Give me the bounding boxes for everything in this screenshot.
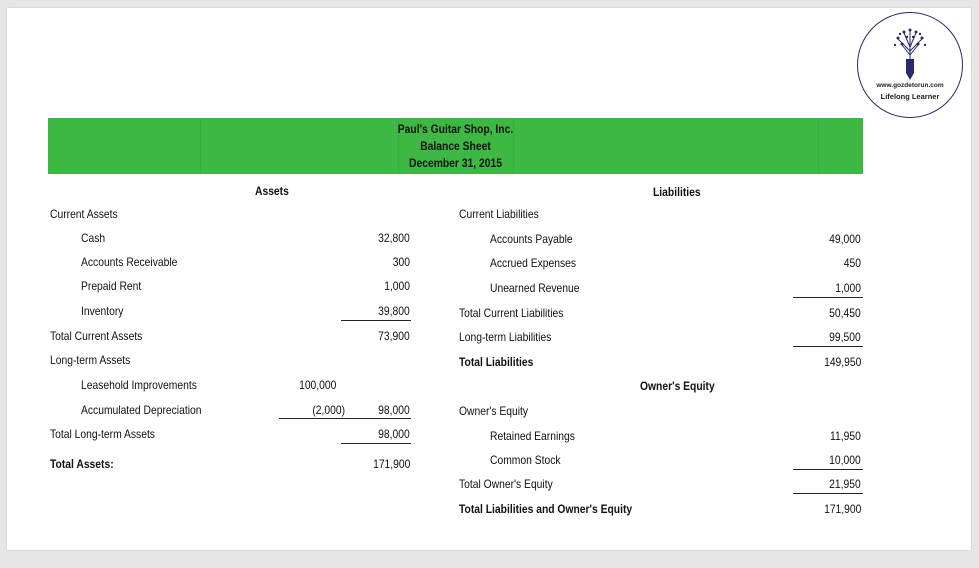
common-stock-underline: [793, 469, 863, 470]
long-term-assets-label: Long-term Assets: [50, 353, 131, 367]
leasehold-improvements-value: 100,000: [298, 378, 336, 392]
total-current-liabilities-label: Total Current Liabilities: [459, 306, 564, 320]
cash-value: 32,800: [378, 231, 410, 245]
unearned-revenue-label: Unearned Revenue: [490, 281, 580, 295]
total-current-liabilities-value: 50,450: [829, 306, 861, 320]
total-liabilities-value: 149,950: [823, 355, 861, 369]
liabilities-heading: Liabilities: [653, 185, 701, 199]
logo: [857, 12, 963, 118]
common-stock-value: 10,000: [829, 453, 861, 467]
total-liabilities-and-equity-value: 171,900: [823, 502, 861, 516]
statement-date: December 31, 2015: [409, 156, 502, 170]
prepaid-rent-label: Prepaid Rent: [81, 279, 142, 293]
total-current-assets-label: Total Current Assets: [50, 329, 143, 343]
total-assets-value: 171,900: [372, 457, 410, 471]
total-owners-equity-label: Total Owner's Equity: [459, 477, 553, 491]
common-stock-label: Common Stock: [490, 453, 561, 467]
inventory-underline: [341, 320, 411, 321]
statement-title: Balance Sheet: [420, 139, 491, 153]
current-liabilities-label: Current Liabilities: [459, 207, 539, 221]
inventory-label: Inventory: [81, 304, 124, 318]
accumulated-depreciation-label: Accumulated Depreciation: [81, 403, 202, 417]
inventory-value: 39,800: [378, 304, 410, 318]
cash-label: Cash: [81, 231, 106, 245]
retained-earnings-value: 11,950: [830, 429, 861, 443]
depreciation-underline: [279, 418, 345, 419]
net-leasehold-value: 98,000: [378, 403, 410, 417]
pencil-tree-icon: [890, 25, 930, 81]
accrued-expenses-value: 450: [843, 256, 861, 270]
slide: [7, 8, 971, 550]
assets-heading: Assets: [255, 184, 289, 198]
accounts-payable-value: 49,000: [829, 232, 861, 246]
total-owners-equity-underline: [793, 493, 863, 494]
accounts-receivable-value: 300: [392, 255, 410, 269]
total-long-term-underline: [341, 443, 411, 444]
total-long-term-assets-label: Total Long-term Assets: [50, 427, 155, 441]
retained-earnings-label: Retained Earnings: [490, 429, 575, 443]
total-assets-label: Total Assets:: [50, 457, 114, 471]
logo-tagline: Lifelong Learner: [880, 92, 940, 101]
accounts-receivable-label: Accounts Receivable: [81, 255, 178, 269]
long-term-liabilities-label: Long-term Liabilities: [459, 330, 552, 344]
total-owners-equity-value: 21,950: [829, 477, 861, 491]
owners-equity-section-label: Owner's Equity: [459, 404, 529, 418]
accrued-expenses-label: Accrued Expenses: [490, 256, 577, 270]
long-term-liabilities-underline: [793, 346, 863, 347]
leasehold-improvements-label: Leasehold Improvements: [81, 378, 197, 392]
long-term-liabilities-value: 99,500: [829, 330, 861, 344]
net-leasehold-underline: [341, 418, 411, 419]
total-current-assets-value: 73,900: [378, 329, 410, 343]
logo-url: www.gozdetorun.com: [876, 82, 944, 89]
total-long-term-assets-value: 98,000: [378, 427, 410, 441]
accounts-payable-label: Accounts Payable: [490, 232, 573, 246]
accumulated-depreciation-value: (2,000): [312, 403, 345, 417]
company-name: Paul's Guitar Shop, Inc.: [397, 122, 514, 136]
total-liabilities-label: Total Liabilities: [459, 355, 534, 369]
unearned-revenue-value: 1,000: [835, 281, 861, 295]
prepaid-rent-value: 1,000: [384, 279, 410, 293]
owners-equity-heading: Owner's Equity: [640, 379, 715, 393]
total-liabilities-and-equity-label: Total Liabilities and Owner's Equity: [459, 502, 633, 516]
header-banner: [48, 118, 863, 174]
current-assets-label: Current Assets: [50, 207, 118, 221]
unearned-revenue-underline: [793, 297, 863, 298]
